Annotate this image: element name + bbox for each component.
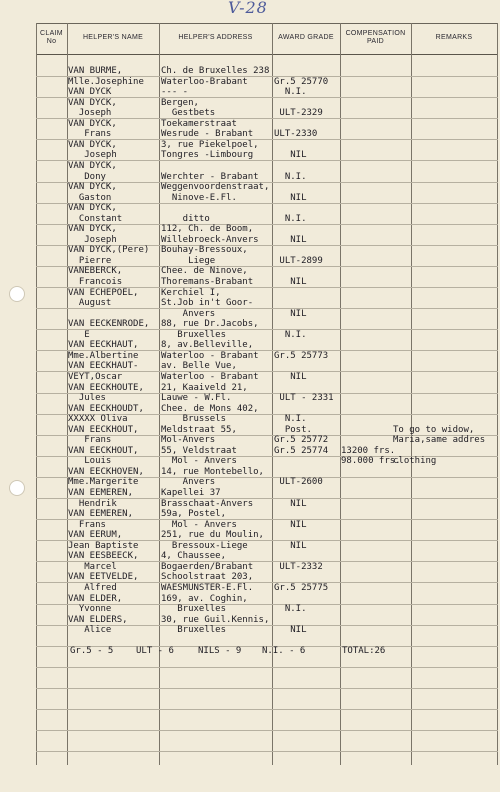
award-grade-cell: Gr.5 25770 (274, 76, 329, 87)
helper-name-cell: VAN DYCK (68, 87, 112, 98)
helper-address-cell: Brussels (161, 414, 227, 425)
table-row (0, 604, 500, 615)
helper-address-cell: Brasschaat-Anvers (161, 498, 254, 509)
helper-name-cell: Mme.Margerite (68, 477, 139, 488)
award-grade-cell: Gr.5 25773 (274, 350, 329, 361)
ruled-line (36, 751, 498, 752)
table-row (0, 182, 500, 193)
helper-name-cell: VAN DYCK, (68, 224, 117, 235)
helper-name-cell: Joseph (68, 234, 117, 245)
helper-address-cell: Bruxelles (161, 329, 227, 340)
award-grade-cell: N.I. (274, 87, 307, 98)
table-row (0, 414, 500, 425)
table-row (0, 351, 500, 362)
helper-address-cell: 14, rue Montebello, (161, 466, 264, 477)
helper-address-cell: Ch. de Bruxelles 238 (161, 66, 270, 76)
helper-address-cell: --- - (161, 87, 189, 98)
award-grade-cell: NIL (274, 234, 307, 245)
helper-address-cell: Bouhay-Bressoux, (161, 245, 248, 256)
table-row (0, 520, 500, 531)
table-row (0, 298, 500, 309)
table-row (0, 119, 500, 130)
award-grade-cell: NIL (274, 150, 307, 161)
helper-address-cell: Bogaerden/Brabant (161, 561, 254, 572)
helper-name-cell: Mme.Albertine (68, 350, 139, 361)
table-row (0, 467, 500, 478)
header-compensation-paid: COMPENSATION PAID (345, 30, 406, 45)
helper-name-cell: VAN EESBEECK, (68, 551, 139, 562)
helper-address-cell: Meldstraat 55, (161, 424, 237, 435)
helper-name-cell: VAN EERUM, (68, 530, 123, 541)
helper-address-cell: Gestbets (161, 108, 216, 119)
helper-address-cell: 30, rue Guil.Kennis, (161, 614, 270, 625)
helper-name-cell: Frans (68, 519, 106, 530)
table-row (0, 172, 500, 183)
total-gr5: Gr.5 - 5 (70, 646, 114, 656)
helper-address-cell: Chee. de Mons 402, (161, 403, 259, 414)
helper-name-cell: Joseph (68, 108, 112, 119)
helper-name-cell: Yvonne (68, 604, 112, 615)
helper-name-cell: Francois (68, 277, 123, 287)
helper-name-cell: Constant (68, 213, 123, 224)
header-claim-no: CLAIM No (40, 30, 63, 45)
award-grade-cell: NIL (274, 192, 307, 203)
helper-address-cell: 169, av. Coghin, (161, 593, 248, 604)
helper-name-cell: VAN EETVELDE, (68, 572, 139, 583)
header-bottom-border (36, 54, 498, 55)
table-row (0, 224, 500, 235)
helper-address-cell: Thoremans-Brabant (161, 277, 254, 287)
helper-address-cell: ditto (161, 213, 210, 224)
helper-address-cell: Anvers (161, 308, 216, 319)
award-grade-cell: Post. (274, 424, 312, 435)
helper-name-cell: Louis (68, 456, 112, 467)
helper-name-cell: Alfred (68, 582, 117, 593)
helper-name-cell: VEYT,Oscar (68, 371, 123, 382)
table-row (0, 509, 500, 520)
helper-name-cell: Frans (68, 435, 112, 446)
helper-name-cell: VAN DYCK, (68, 118, 117, 129)
helper-name-cell: E (68, 329, 90, 340)
helper-address-cell: Willebroeck-Anvers (161, 234, 259, 245)
ruled-line (36, 667, 498, 668)
table-row (0, 383, 500, 394)
table-row (0, 393, 500, 404)
table-row (0, 562, 500, 573)
table-top-border (36, 23, 498, 24)
helper-name-cell: VAN BURME, (68, 66, 123, 76)
table-row (0, 361, 500, 372)
helper-address-cell: 112, Ch. de Boom, (161, 224, 254, 235)
table-row (0, 140, 500, 151)
helper-address-cell: Bruxelles (161, 604, 227, 615)
helper-address-cell: Tongres -Limbourg (161, 150, 254, 161)
helper-name-cell: VAN ECHEPOEL, (68, 287, 139, 298)
table-row (0, 435, 500, 446)
helper-address-cell: Mol - Anvers (161, 456, 237, 467)
remarks-cell: Maria,same addres (393, 435, 486, 446)
ruled-line (36, 688, 498, 689)
total-nil: NILS - 9 (198, 646, 242, 656)
table-row (0, 77, 500, 88)
award-grade-cell: ULT-2332 (274, 561, 323, 572)
table-row (0, 446, 500, 457)
helper-name-cell: VAN DYCK, (68, 97, 117, 108)
remarks-cell: To go to widow, (393, 424, 475, 435)
table-row (0, 551, 500, 562)
helper-name-cell: VAN DYCK, (68, 182, 117, 193)
award-grade-cell: N.I. (274, 329, 307, 340)
compensation-cell: 98.000 frs. (341, 456, 401, 467)
table-row (0, 372, 500, 383)
helper-address-cell: 251, rue du Moulin, (161, 530, 264, 541)
helper-address-cell: Chee. de Ninove, (161, 266, 248, 277)
award-grade-cell: NIL (274, 519, 307, 530)
table-row (0, 594, 500, 605)
award-grade-cell: Gr.5 25772 (274, 435, 329, 446)
helper-name-cell: Joseph (68, 150, 117, 161)
table-row (0, 404, 500, 415)
helper-name-cell: VANEBERCK, (68, 266, 123, 277)
table-row (0, 235, 500, 246)
helper-address-cell: av. Belle Vue, (161, 361, 237, 372)
helper-name-cell: VAN DYCK, (68, 160, 117, 171)
table-row (0, 530, 500, 541)
table-row (0, 499, 500, 510)
total-ult: ULT - 6 (136, 646, 174, 656)
helper-name-cell: Dony (68, 171, 106, 182)
award-grade-cell: NIL (274, 308, 307, 319)
table-row (0, 129, 500, 140)
helper-address-cell: Waterloo - Brabant (161, 371, 259, 382)
helper-name-cell: VAN EECKHOUDT, (68, 403, 144, 414)
table-row (0, 456, 500, 467)
table-row (0, 541, 500, 552)
table-row (0, 330, 500, 341)
award-grade-cell: NIL (274, 277, 307, 287)
helper-address-cell: 55, Veldstraat (161, 445, 237, 456)
table-row (0, 193, 500, 204)
helper-address-cell: 4, Chaussee, (161, 551, 227, 562)
table-row (0, 245, 500, 256)
helper-address-cell: Liege (161, 255, 216, 266)
helper-name-cell: VAN EECKHOVEN, (68, 466, 144, 477)
award-grade-cell: NIL (274, 625, 307, 636)
helper-name-cell: VAN DYCK, (68, 203, 117, 214)
award-grade-cell: Gr.5 25775 (274, 582, 329, 593)
helper-name-cell: VAN EECKHAUT- (68, 361, 139, 372)
helper-address-cell: Kerchiel I, (161, 287, 221, 298)
helper-name-cell: Alice (68, 625, 112, 636)
award-grade-cell: N.I. (274, 604, 307, 615)
table-row (0, 150, 500, 161)
helper-address-cell: St.Job in't Goor- (161, 298, 254, 309)
helper-name-cell: Pierre (68, 255, 112, 266)
table-row (0, 277, 500, 288)
helper-address-cell: Schoolstraat 203, (161, 572, 254, 583)
award-grade-cell: ULT-2899 (274, 255, 323, 266)
helper-address-cell: Bressoux-Liege (161, 540, 248, 551)
header-helper-address: HELPER'S ADDRESS (178, 34, 253, 41)
helper-name-cell: Frans (68, 129, 112, 140)
helper-name-cell: VAN EECKHOUTE, (68, 382, 144, 393)
total-count: TOTAL:26 (342, 646, 386, 656)
table-row (0, 615, 500, 626)
table-row (0, 583, 500, 594)
helper-address-cell: 21, Kaaiveld 21, (161, 382, 248, 393)
table-row (0, 87, 500, 98)
helper-name-cell: August (68, 298, 112, 309)
handwritten-mark: V-28 (228, 0, 268, 17)
helper-address-cell: Toekamerstraat (161, 118, 237, 129)
helper-address-cell: Bergen, (161, 97, 199, 108)
award-grade-cell: ULT-2329 (274, 108, 323, 119)
helper-name-cell: VAN DYCK,(Pere) (68, 245, 150, 256)
helper-name-cell: VAN EEMEREN, (68, 488, 134, 498)
helper-address-cell: Waterloo-Brabant (161, 76, 248, 87)
helper-address-cell: Weggenvoordenstraat, (161, 182, 270, 193)
ruled-line (36, 730, 498, 731)
award-grade-cell: ULT - 2331 (274, 393, 334, 404)
table-row (0, 108, 500, 119)
table-row (0, 98, 500, 109)
helper-name-cell: VAN DYCK, (68, 139, 117, 150)
award-grade-cell: N.I. (274, 213, 307, 224)
table-row (0, 256, 500, 267)
helper-name-cell: VAN EECKENRODE, (68, 319, 150, 330)
award-grade-cell: Gr.5 25774 (274, 445, 329, 456)
helper-address-cell: Waterloo - Brabant (161, 350, 259, 361)
table-row (0, 625, 500, 636)
helper-name-cell: Jean Baptiste (68, 540, 139, 551)
helper-name-cell: VAN EECKHAUT, (68, 340, 139, 351)
total-ni: N.I. - 6 (262, 646, 306, 656)
award-grade-cell: NIL (274, 371, 307, 382)
helper-address-cell: Werchter - Brabant (161, 171, 259, 182)
table-row (0, 319, 500, 330)
helper-address-cell: 3, rue Piekelpoel, (161, 139, 259, 150)
helper-name-cell: VAN EEMEREN, (68, 509, 134, 520)
table-row (0, 288, 500, 299)
table-row (0, 488, 500, 499)
table-row (0, 266, 500, 277)
helper-name-cell: Gaston (68, 192, 112, 203)
table-row (0, 425, 500, 436)
helper-address-cell: Lauwe - W.Fl. (161, 393, 232, 404)
award-grade-cell: ULT-2330 (274, 129, 318, 140)
table-row (0, 477, 500, 488)
compensation-cell: 13200 frs. (341, 445, 396, 456)
ruled-line (36, 709, 498, 710)
helper-address-cell: 88, rue Dr.Jacobs, (161, 319, 259, 330)
helper-address-cell: Mol - Anvers (161, 519, 237, 530)
header-helper-name: HELPER'S NAME (82, 34, 144, 41)
helper-name-cell: XXXXX Oliva (68, 414, 128, 425)
helper-name-cell: Mlle.Josephine (68, 76, 144, 87)
helper-address-cell: Wesrude - Brabant (161, 129, 254, 140)
award-grade-cell: ULT-2600 (274, 477, 323, 488)
helper-address-cell: Mol-Anvers (161, 435, 216, 446)
award-grade-cell: NIL (274, 498, 307, 509)
table-row (0, 203, 500, 214)
award-grade-cell: N.I. (274, 414, 307, 425)
helper-address-cell: 8, av.Belleville, (161, 340, 254, 351)
table-row (0, 309, 500, 320)
header-award-grade: AWARD GRADE (278, 34, 334, 41)
helper-address-cell: Kapellei 37 (161, 488, 221, 498)
helper-name-cell: VAN ELDER, (68, 593, 123, 604)
helper-address-cell: Ninove-E.Fl. (161, 192, 237, 203)
table-row (0, 214, 500, 225)
table-row (0, 572, 500, 583)
award-grade-cell: N.I. (274, 171, 307, 182)
award-grade-cell: NIL (274, 540, 307, 551)
table-row (0, 66, 500, 77)
helper-name-cell: Marcel (68, 561, 117, 572)
helper-address-cell: 59a, Postel, (161, 509, 227, 520)
helper-address-cell: WAESMUNSTER-E.Fl. (161, 582, 254, 593)
table-row (0, 161, 500, 172)
helper-address-cell: Bruxelles (161, 625, 227, 636)
helper-name-cell: VAN ELDERS, (68, 614, 128, 625)
helper-name-cell: VAN EECKHOUT, (68, 424, 139, 435)
helper-address-cell: Anvers (161, 477, 216, 488)
helper-name-cell: Jules (68, 393, 106, 404)
helper-name-cell: Hendrik (68, 498, 117, 509)
helper-name-cell: VAN EECKHOUT, (68, 445, 139, 456)
header-remarks: REMARKS (435, 34, 473, 41)
remarks-cell: clothing (393, 456, 437, 467)
table-row (0, 340, 500, 351)
